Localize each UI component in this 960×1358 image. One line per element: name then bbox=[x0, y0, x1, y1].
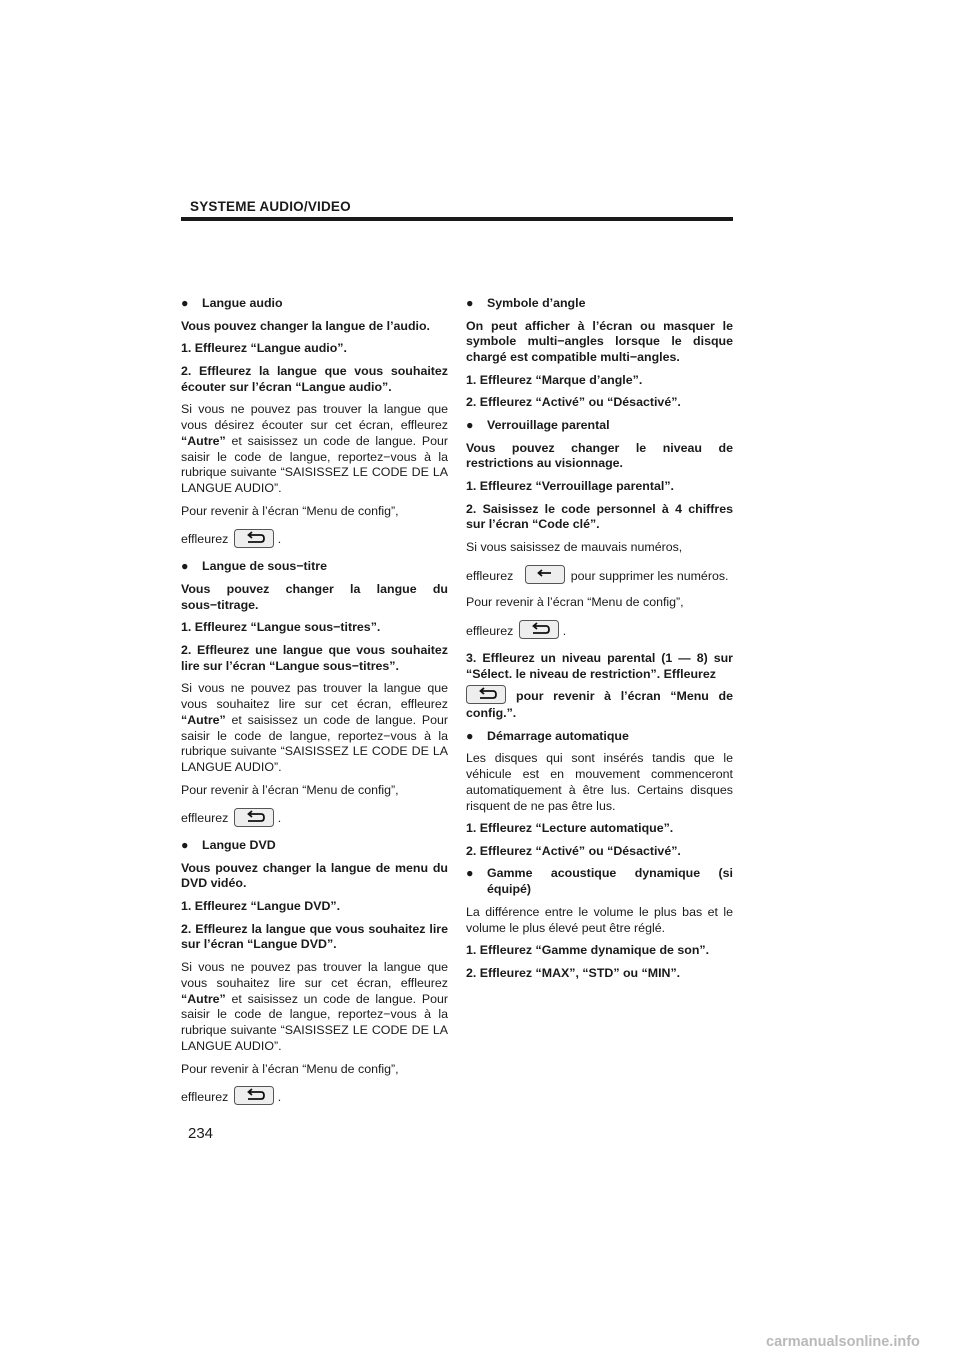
body-text: Pour revenir à l’écran “Menu de config”, bbox=[181, 503, 399, 518]
step: 2. Effleurez “MAX”, “STD” ou “MIN”. bbox=[466, 965, 681, 980]
return-instruction: effleurez . bbox=[466, 618, 733, 644]
header-title: SYSTEME AUDIO/VIDEO bbox=[190, 199, 351, 214]
delete-button-icon[interactable] bbox=[525, 565, 565, 584]
body-text: Pour revenir à l’écran “Menu de config”, bbox=[181, 1061, 399, 1076]
step: 1. Effleurez “Gamme dynamique de son”. bbox=[466, 943, 710, 958]
body-text: Si vous ne pouvez pas trouver la langue que vous souhaitez lire sur cet écran, effleurez “Autre” et saisissez un code de langue. Pour saisir le code de langue, reportez−vous à la rubrique suivante “SAISISSEZ LE CODE DE LA LANGUE AUDIO”. bbox=[181, 681, 448, 775]
step: 2. Effleurez une langue que vous souhaitez lire sur l’écran “Langue sous−titres”. bbox=[181, 642, 448, 673]
step: 3. Effleurez un niveau parental (1 — 8) sur “Sélect. le niveau de restriction”. Effleurez bbox=[466, 650, 733, 681]
body-text: Si vous ne pouvez pas trouver la langue que vous désirez écouter sur cet écran, effleurez “Autre” et saisissez un code de langue. Pour saisir le code de langue, reportez−vous à la rubrique suivante “SAISISSEZ LE CODE DE LA LANGUE AUDIO”. bbox=[181, 402, 448, 496]
section-intro: Vous pouvez changer la langue de menu du DVD vidéo. bbox=[181, 860, 448, 891]
body-text: Pour revenir à l’écran “Menu de config”, bbox=[181, 782, 399, 797]
body-text: Si vous saisissez de mauvais numéros, bbox=[466, 539, 683, 554]
return-button-icon[interactable] bbox=[234, 1086, 274, 1105]
return-button-icon[interactable] bbox=[234, 529, 274, 548]
step-continued: pour revenir à l’écran “Menu de config.”. bbox=[466, 687, 733, 722]
body-text: Pour revenir à l’écran “Menu de config”, bbox=[466, 595, 684, 610]
header-rule bbox=[181, 217, 733, 221]
section-intro: Vous pouvez changer la langue de l’audio. bbox=[181, 318, 431, 333]
left-column bbox=[181, 296, 448, 1117]
section-verrouillage-parental-heading: ● Verrouillage parental bbox=[466, 417, 610, 432]
return-button-icon[interactable] bbox=[234, 808, 274, 827]
page-number: 234 bbox=[188, 1125, 214, 1142]
step: 1. Effleurez “Marque d’angle”. bbox=[466, 372, 643, 387]
section-intro: Vous pouvez changer la langue du sous−titrage. bbox=[181, 581, 448, 612]
step: 1. Effleurez “Langue audio”. bbox=[181, 341, 347, 356]
step: 2. Effleurez la langue que vous souhaitez lire sur l’écran “Langue DVD”. bbox=[181, 921, 448, 952]
section-langue-sous-titre-heading: ● Langue de sous−titre bbox=[181, 559, 327, 574]
body-text: La différence entre le volume le plus bas et le volume le plus élevé peut être réglé. bbox=[466, 904, 733, 935]
return-button-icon[interactable] bbox=[466, 685, 506, 704]
delete-instruction: effleurez pour supprimer les numéros. bbox=[466, 563, 733, 589]
step: 2. Effleurez “Activé” ou “Désactivé”. bbox=[466, 843, 681, 858]
section-gamme-acoustique-heading: ● Gamme acoustique dynamique (si équipé) bbox=[466, 866, 733, 897]
return-instruction: effleurez . bbox=[181, 526, 448, 552]
body-text: Les disques qui sont insérés tandis que le véhicule est en mouvement commenceront automatiquement à être lus. Certains disques risquent de ne pas être lus. bbox=[466, 751, 733, 813]
right-column bbox=[466, 296, 733, 988]
section-langue-audio-heading: ● Langue audio bbox=[181, 296, 283, 310]
section-symbole-angle-heading: ● Symbole d’angle bbox=[466, 296, 586, 310]
section-demarrage-automatique-heading: ● Démarrage automatique bbox=[466, 728, 629, 743]
section-intro: Vous pouvez changer le niveau de restrictions au visionnage. bbox=[466, 440, 733, 471]
step: 1. Effleurez “Langue sous−titres”. bbox=[181, 620, 381, 635]
step: 2. Effleurez “Activé” ou “Désactivé”. bbox=[466, 395, 681, 410]
step: 2. Saisissez le code personnel à 4 chiffres sur l’écran “Code clé”. bbox=[466, 501, 733, 532]
return-button-icon[interactable] bbox=[519, 620, 559, 639]
step: 1. Effleurez “Langue DVD”. bbox=[181, 899, 341, 914]
body-text: Si vous ne pouvez pas trouver la langue que vous souhaitez lire sur cet écran, effleurez “Autre” et saisissez un code de langue. Pour saisir le code de langue, reportez−vous à la rubrique suivante “SAISISSEZ LE CODE DE LA LANGUE AUDIO”. bbox=[181, 960, 448, 1054]
step: 1. Effleurez “Lecture automatique”. bbox=[466, 821, 674, 836]
section-intro: On peut afficher à l’écran ou masquer le symbole multi−angles lorsque le disque chargé est compatible multi−angles. bbox=[466, 318, 733, 365]
return-instruction: effleurez . bbox=[181, 1084, 448, 1110]
watermark: carmanualsonline.info bbox=[766, 1334, 920, 1350]
step: 2. Effleurez la langue que vous souhaitez écouter sur l’écran “Langue audio”. bbox=[181, 363, 448, 394]
step: 1. Effleurez “Verrouillage parental”. bbox=[466, 478, 674, 493]
return-instruction: effleurez . bbox=[181, 805, 448, 831]
section-langue-dvd-heading: ● Langue DVD bbox=[181, 838, 276, 853]
